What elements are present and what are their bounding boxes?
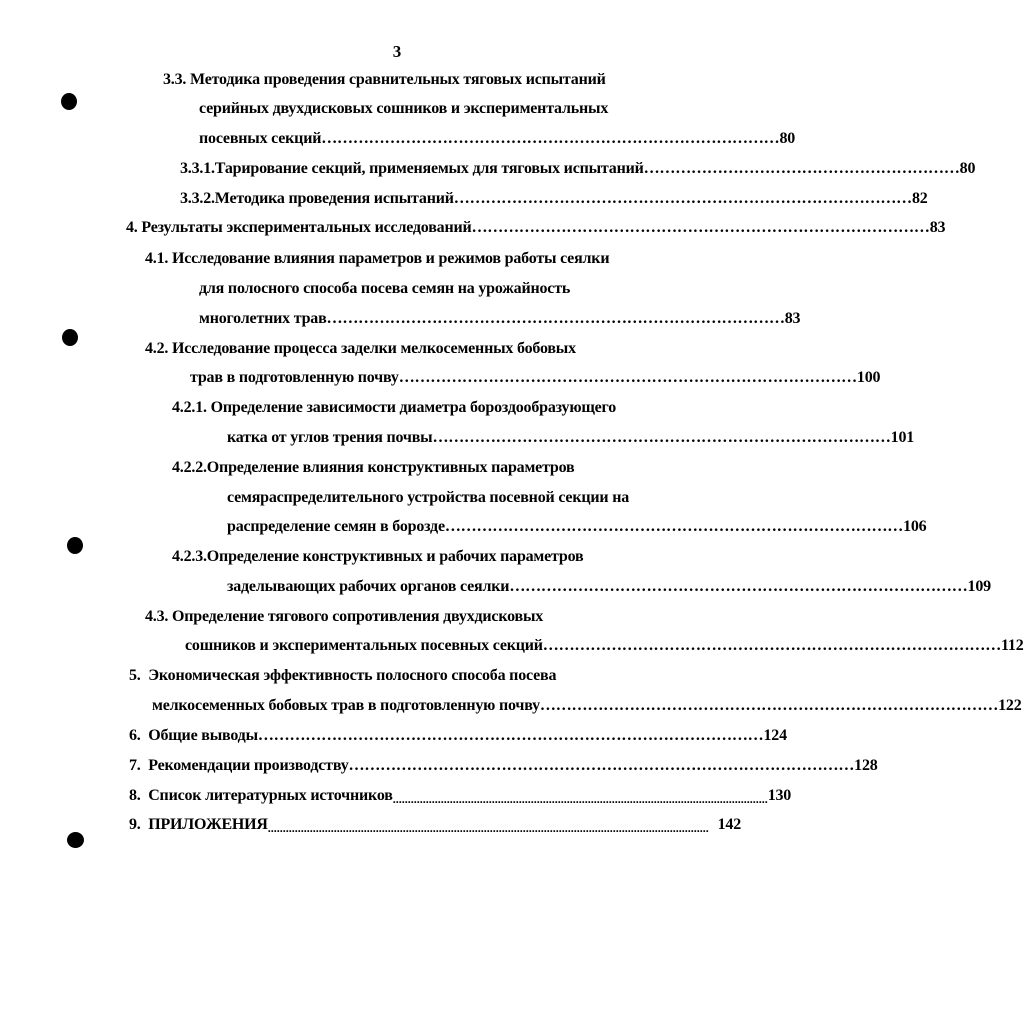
toc-8-page: 130	[767, 787, 792, 804]
toc-4-2-3-entry[interactable]	[227, 577, 991, 597]
toc-5-title: мелкосеменных бобовых трав в подготовленную почву	[152, 697, 540, 714]
toc-leader-dots: ……………………………………………………………………………	[321, 130, 780, 147]
toc-4-2-line-1: 4.2. Исследование процесса заделки мелкосеменных бобовых	[145, 340, 576, 357]
toc-3-3-page: 80	[779, 130, 796, 147]
toc-4-2-1-page: 101	[890, 429, 915, 446]
toc-4-3-title: сошников и экспериментальных посевных секций	[185, 637, 543, 654]
toc-3-3-line-1: 3.3. Методика проведения сравнительных тяговых испытаний	[163, 71, 606, 88]
toc-4-2-3-page: 109	[967, 578, 991, 595]
toc-4-2-entry[interactable]	[190, 368, 881, 388]
toc-5-entry[interactable]	[152, 696, 1022, 716]
toc-3-3-1-title: 3.3.1.Тарирование секций, применяемых для тяговых испытаний	[180, 160, 644, 177]
toc-leader-dots: ……………………………………………………………………………	[444, 518, 904, 535]
toc-4-entry[interactable]	[126, 218, 946, 238]
toc-9-title: 9. ПРИЛОЖЕНИЯ	[129, 816, 268, 833]
toc-7-title: 7. Рекомендации производству	[129, 757, 349, 774]
toc-4-2-3-line-1: 4.2.3.Определение конструктивных и рабочих параметров	[172, 548, 584, 565]
toc-leader-dots: ……………………………………………………………………………	[509, 578, 968, 595]
toc-leader-dots: ……………………………………………………………………………	[432, 429, 891, 446]
toc-6-entry[interactable]	[129, 726, 787, 746]
toc-6-title: 6. Общие выводы	[129, 727, 258, 744]
punch-hole-mark	[61, 93, 77, 110]
toc-5-page: 122	[998, 697, 1022, 714]
punch-hole-mark	[67, 537, 83, 554]
toc-leader-dots: ...................................................................................................................................................	[267, 821, 709, 835]
toc-3-3-2-page: 82	[911, 190, 928, 207]
toc-5-line-1: 5. Экономическая эффективность полосного способа посева	[129, 667, 557, 684]
toc-4-1-line-2: для полосного способа посева семян на урожайность	[199, 280, 571, 297]
toc-leader-dots: ……………………………………………………………………………	[542, 637, 1001, 654]
toc-leader-dots: ……………………………………………………………………………	[398, 369, 857, 386]
toc-4-2-2-line-2: семяраспределительного устройства посевной секции на	[227, 489, 630, 506]
toc-8-entry[interactable]	[129, 786, 792, 809]
toc-4-2-title: трав в подготовленную почву	[190, 369, 399, 386]
toc-4-2-1-line-1: 4.2.1. Определение зависимости диаметра бороздообразующего	[172, 399, 617, 416]
toc-3-3-2-title: 3.3.2.Методика проведения испытаний	[180, 190, 454, 207]
toc-leader-dots: ……………………………………………………………………………………	[348, 757, 855, 774]
toc-leader-dots: ……………………………………………………………………………	[326, 310, 785, 327]
toc-4-2-2-line-1: 4.2.2.Определение влияния конструктивных параметров	[172, 459, 575, 476]
toc-leader-dots: ……………………………………………………………………………	[471, 219, 930, 236]
toc-7-entry[interactable]	[129, 756, 878, 776]
punch-hole-mark	[67, 832, 84, 848]
toc-4-1-title: многолетних трав	[199, 310, 327, 327]
toc-3-3-line-2: серийных двухдисковых сошников и экспериментальных	[199, 100, 609, 117]
toc-6-page: 124	[763, 727, 787, 744]
toc-leader-dots: ……………………………………………………………………………	[539, 697, 999, 714]
punch-hole-mark	[62, 329, 78, 346]
toc-3-3-1-entry[interactable]	[180, 159, 976, 179]
toc-4-1-page: 83	[784, 310, 801, 327]
toc-9-entry[interactable]	[129, 815, 741, 838]
toc-4-2-1-entry[interactable]	[227, 428, 915, 448]
toc-4-title: 4. Результаты экспериментальных исследований	[126, 219, 472, 236]
toc-4-2-1-title: катка от углов трения почвы	[227, 429, 433, 446]
toc-leader-dots: ……………………………………………………………………………	[453, 190, 912, 207]
toc-3-3-entry[interactable]	[199, 129, 796, 149]
toc-8-title: 8. Список литературных источников	[129, 787, 393, 804]
toc-4-3-page: 112	[1001, 637, 1024, 654]
toc-4-2-page: 100	[856, 369, 881, 386]
toc-4-2-2-title: распределение семян в борозде	[227, 518, 445, 535]
toc-4-page: 83	[929, 219, 946, 236]
toc-4-3-line-1: 4.3. Определение тягового сопротивления двухдисковых	[145, 608, 544, 625]
toc-7-page: 128	[854, 757, 878, 774]
toc-4-1-line-1: 4.1. Исследование влияния параметров и режимов работы сеялки	[145, 250, 610, 267]
toc-9-page: 142	[717, 816, 741, 833]
toc-3-3-2-entry[interactable]	[180, 189, 928, 209]
page-number: 3	[392, 42, 402, 61]
toc-leader-dots: ……………………………………………………………………………………	[257, 727, 764, 744]
toc-3-3-1-page: 80	[959, 160, 976, 177]
toc-4-2-2-page: 106	[903, 518, 927, 535]
toc-leader-dots: .............................................................................................................................	[392, 792, 768, 806]
toc-3-3-title: посевных секций	[199, 130, 322, 147]
toc-4-3-entry[interactable]	[185, 636, 1024, 656]
toc-leader-dots: ……………………………………………………	[643, 160, 960, 177]
toc-4-2-3-title: заделывающих рабочих органов сеялки	[227, 578, 510, 595]
toc-4-1-entry[interactable]	[199, 309, 801, 329]
toc-4-2-2-entry[interactable]	[227, 517, 927, 537]
